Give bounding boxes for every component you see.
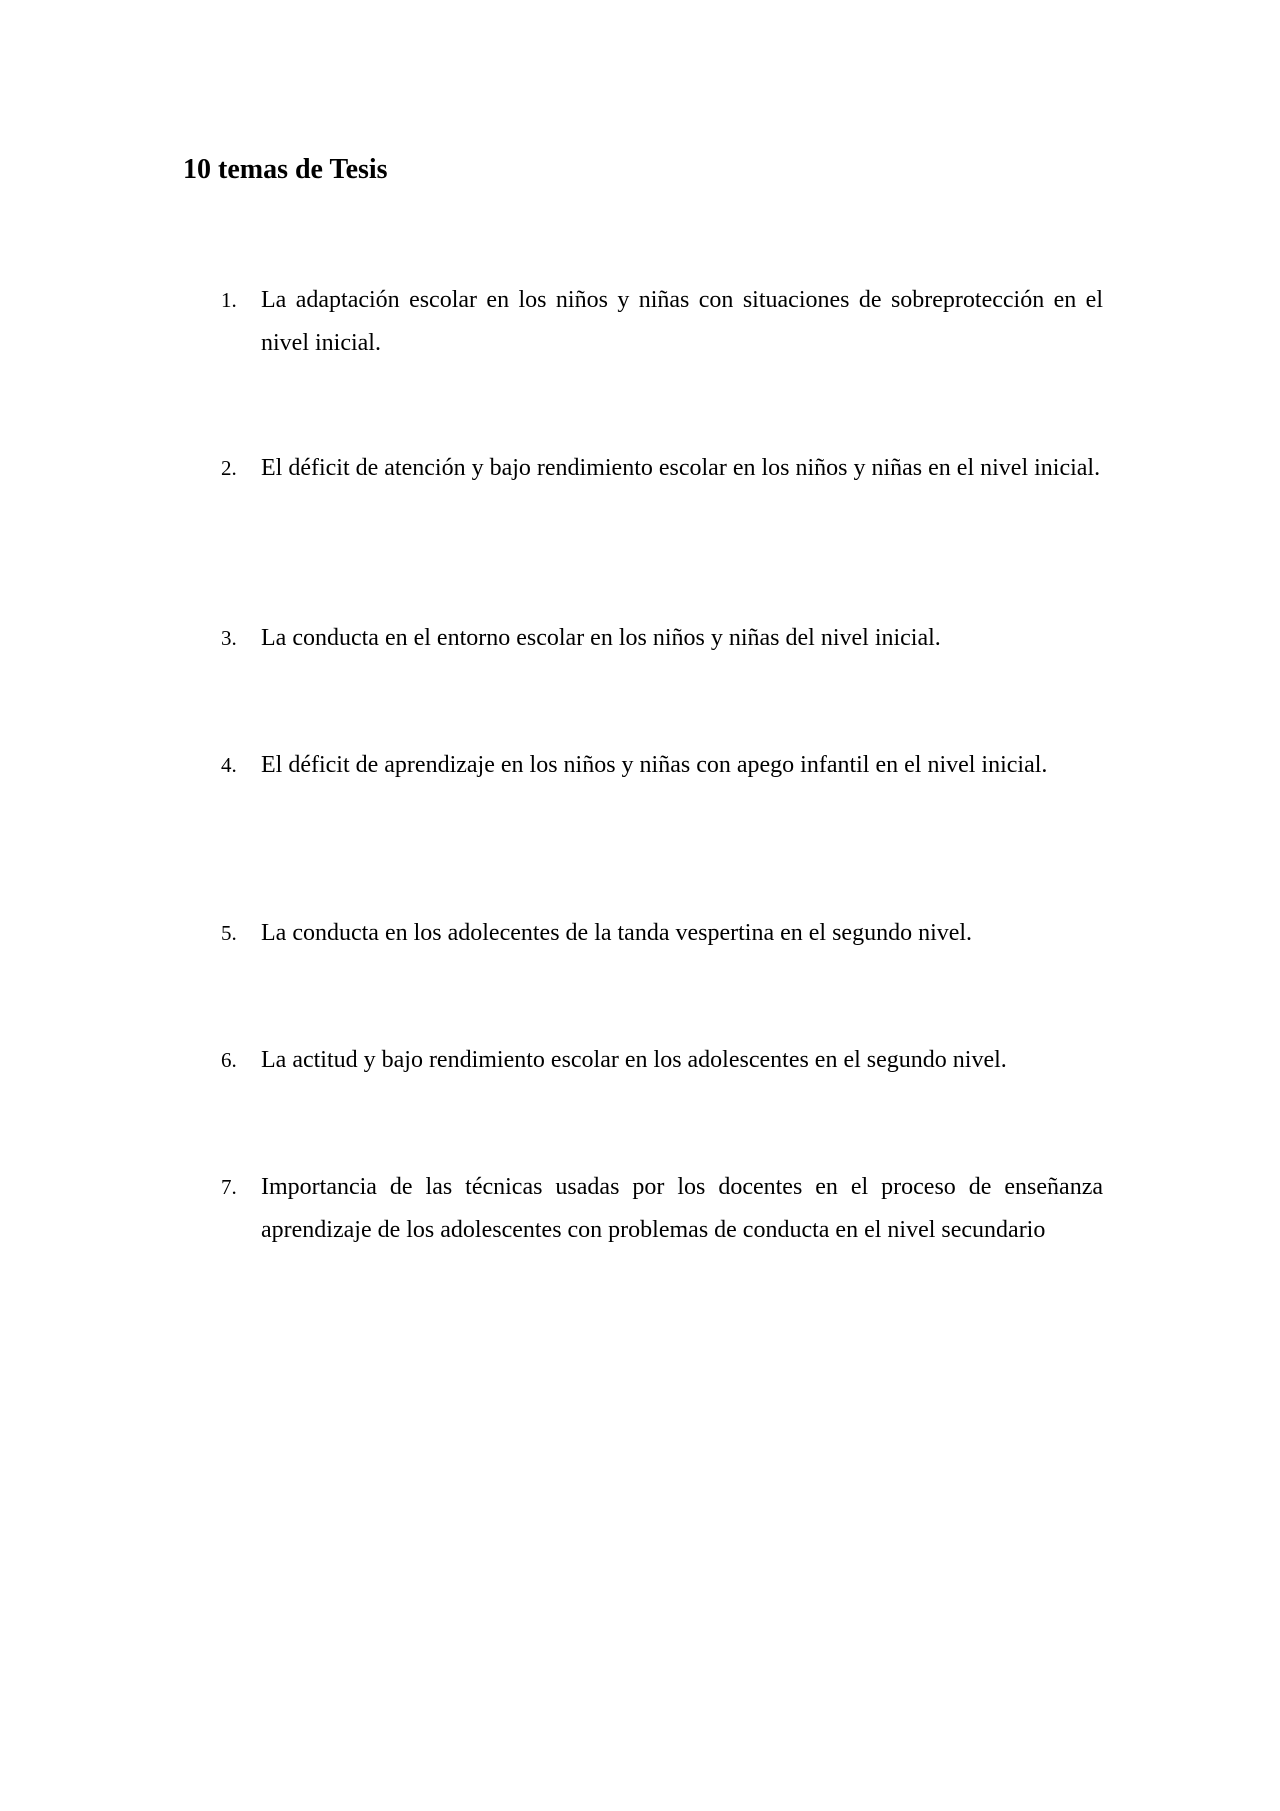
topic-item-3 xyxy=(183,617,1103,660)
topic-item-4 xyxy=(183,744,1103,787)
topic-number: 6. xyxy=(221,1048,237,1072)
topic-item-7 xyxy=(183,1166,1103,1252)
topic-text: La adaptación escolar en los niños y niñas con situaciones de sobreprotección en el nivel inicial. xyxy=(261,287,1103,356)
topic-text: La actitud y bajo rendimiento escolar en los adolescentes en el segundo nivel. xyxy=(261,1047,1007,1073)
topic-text: La conducta en los adolecentes de la tanda vespertina en el segundo nivel. xyxy=(261,920,973,946)
topic-text: La conducta en el entorno escolar en los niños y niñas del nivel inicial. xyxy=(261,625,941,651)
document-title: 10 temas de Tesis xyxy=(183,154,388,185)
topic-text: El déficit de atención y bajo rendimiento escolar en los niños y niñas en el nivel inicial. xyxy=(261,455,1101,481)
topic-number: 4. xyxy=(221,753,237,777)
topic-text: El déficit de aprendizaje en los niños y niñas con apego infantil en el nivel inicial. xyxy=(261,752,1048,778)
topic-number: 3. xyxy=(221,626,237,650)
topic-number: 5. xyxy=(221,921,237,945)
topic-item-6 xyxy=(183,1039,1103,1082)
topic-number: 1. xyxy=(221,288,237,312)
topic-item-5 xyxy=(183,912,1103,955)
topic-number: 2. xyxy=(221,456,237,480)
topic-item-2 xyxy=(183,447,1103,490)
topic-text: Importancia de las técnicas usadas por los docentes en el proceso de enseñanza aprendizaje de los adolescentes con problemas de conducta en el nivel secundario xyxy=(261,1174,1103,1243)
topic-number: 7. xyxy=(221,1175,237,1199)
topic-item-1 xyxy=(183,279,1103,365)
